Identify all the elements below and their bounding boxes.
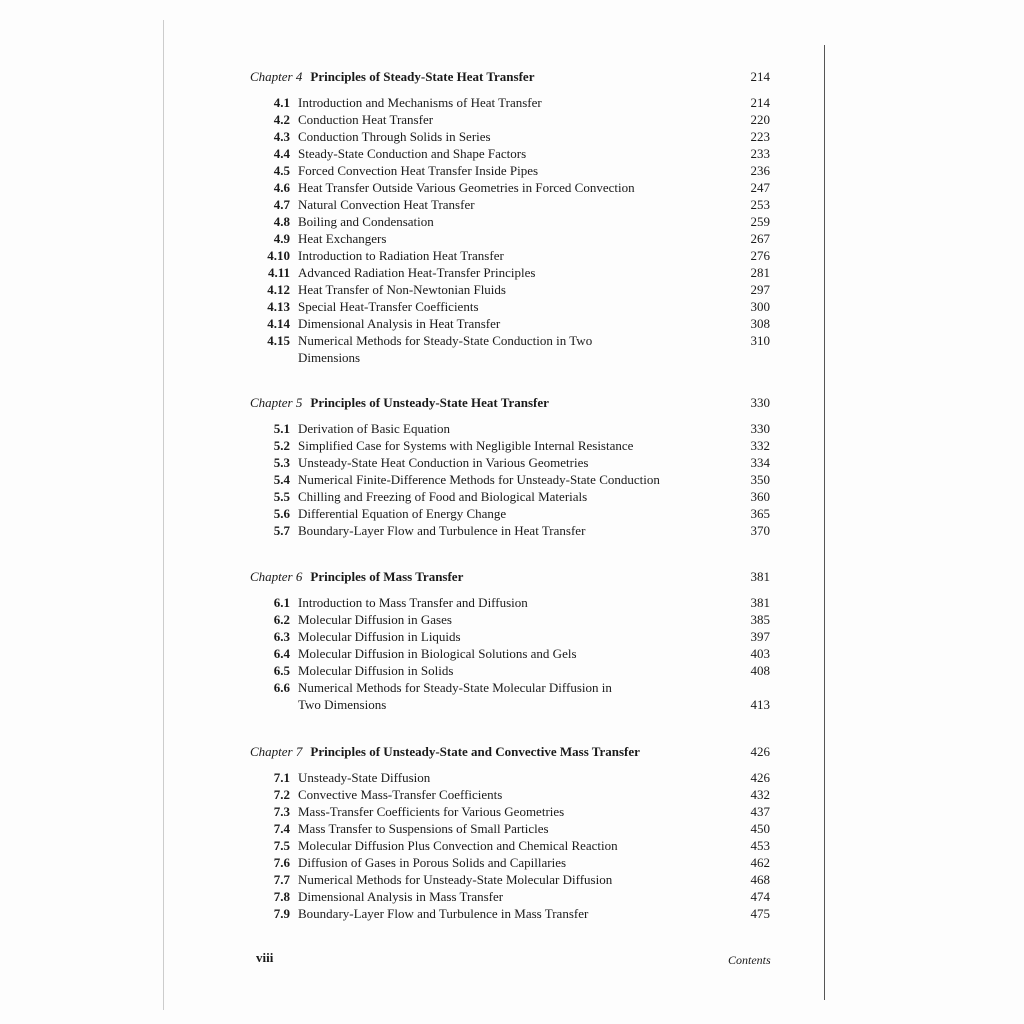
chapter-section <box>250 743 780 922</box>
section-page: 267 <box>750 231 770 246</box>
section-title: Simplified Case for Systems with Negligible Internal Resistance <box>298 438 634 453</box>
section-number: 4.6 <box>273 180 290 195</box>
section-title: Unsteady-State Diffusion <box>298 770 431 785</box>
section-page: 462 <box>750 855 770 870</box>
toc-entry <box>250 196 780 213</box>
toc-entry <box>250 522 780 539</box>
toc-entry <box>250 213 780 230</box>
toc-entry <box>250 803 780 820</box>
section-page: 223 <box>750 129 770 144</box>
toc-entry <box>250 298 780 315</box>
section-page: 468 <box>750 872 770 887</box>
toc-entry <box>250 905 780 922</box>
toc-entry <box>250 888 780 905</box>
toc-entry <box>250 128 780 145</box>
section-page: 474 <box>750 889 770 904</box>
section-page: 247 <box>750 180 770 195</box>
section-title: Forced Convection Heat Transfer Inside Pipes <box>298 163 539 178</box>
section-title: Numerical Methods for Unsteady-State Molecular Diffusion <box>298 872 613 887</box>
section-number: 6.4 <box>273 646 290 661</box>
chapter-heading <box>250 394 780 411</box>
chapter-page: 330 <box>750 395 770 410</box>
toc-entry <box>250 145 780 162</box>
toc-entry <box>250 594 780 611</box>
toc-entry <box>250 505 780 522</box>
toc-entry <box>250 94 780 111</box>
chapter-page: 426 <box>750 744 770 759</box>
section-page: 397 <box>750 629 770 644</box>
section-page: 253 <box>750 197 770 212</box>
chapter-title: Principles of Mass Transfer <box>310 569 464 584</box>
toc-entry <box>250 420 780 437</box>
section-number: 4.4 <box>273 146 290 161</box>
page-edge-right <box>824 45 825 1000</box>
toc-entry <box>250 332 780 349</box>
toc-entry <box>250 611 780 628</box>
chapter-label: Chapter 6 <box>250 569 303 584</box>
toc-entry <box>250 349 780 366</box>
section-page: 365 <box>750 506 770 521</box>
section-page: 233 <box>750 146 770 161</box>
chapter-label: Chapter 7 <box>250 744 303 759</box>
toc-entry <box>250 454 780 471</box>
section-number: 4.9 <box>273 231 290 246</box>
section-number: 5.3 <box>273 455 290 470</box>
section-page: 220 <box>750 112 770 127</box>
section-title: Mass-Transfer Coefficients for Various Geometries <box>298 804 565 819</box>
section-page: 281 <box>750 265 770 280</box>
section-page: 413 <box>750 697 770 712</box>
section-number: 4.13 <box>267 299 290 314</box>
chapter-label: Chapter 5 <box>250 395 303 410</box>
running-title: Contents <box>728 953 771 967</box>
section-title: Introduction to Radiation Heat Transfer <box>298 248 504 263</box>
section-page: 450 <box>750 821 770 836</box>
section-number: 4.15 <box>267 333 290 348</box>
section-title: Steady-State Conduction and Shape Factors <box>298 146 527 161</box>
toc-entry <box>250 111 780 128</box>
section-number: 7.3 <box>273 804 290 819</box>
section-title: Boiling and Condensation <box>298 214 434 229</box>
section-page: 334 <box>750 455 770 470</box>
section-number: 6.2 <box>273 612 290 627</box>
section-number: 7.1 <box>273 770 290 785</box>
section-title: Advanced Radiation Heat-Transfer Principles <box>298 265 536 280</box>
section-page: 236 <box>750 163 770 178</box>
chapter-section <box>250 568 780 713</box>
section-number: 4.7 <box>273 197 290 212</box>
chapter-title: Principles of Steady-State Heat Transfer <box>310 69 535 84</box>
section-page: 350 <box>750 472 770 487</box>
section-number: 7.8 <box>273 889 290 904</box>
section-number: 6.1 <box>273 595 290 610</box>
section-number: 5.6 <box>273 506 290 521</box>
section-title: Unsteady-State Heat Conduction in Various Geometries <box>298 455 589 470</box>
section-title: Dimensional Analysis in Mass Transfer <box>298 889 504 904</box>
toc-entry <box>250 264 780 281</box>
section-title: Natural Convection Heat Transfer <box>298 197 475 212</box>
toc-entry <box>250 281 780 298</box>
chapter-label: Chapter 4 <box>250 69 303 84</box>
section-page: 408 <box>750 663 770 678</box>
section-title: Special Heat-Transfer Coefficients <box>298 299 479 314</box>
section-number: 7.7 <box>273 872 290 887</box>
section-page: 437 <box>750 804 770 819</box>
toc-entry <box>250 628 780 645</box>
section-number: 4.2 <box>273 112 290 127</box>
section-page: 310 <box>750 333 770 348</box>
section-title: Mass Transfer to Suspensions of Small Particles <box>298 821 549 836</box>
section-page: 432 <box>750 787 770 802</box>
section-title: Heat Transfer of Non-Newtonian Fluids <box>298 282 506 297</box>
section-number: 4.14 <box>267 316 290 331</box>
section-title: Introduction to Mass Transfer and Diffusion <box>298 595 528 610</box>
section-page: 426 <box>750 770 770 785</box>
toc-entry <box>250 230 780 247</box>
chapter-section <box>250 68 780 366</box>
section-title: Heat Exchangers <box>298 231 387 246</box>
section-title: Numerical Finite-Difference Methods for Unsteady-State Conduction <box>298 472 660 487</box>
section-number: 7.2 <box>273 787 290 802</box>
section-title: Two Dimensions <box>298 697 387 712</box>
toc-entry <box>250 854 780 871</box>
toc-entry <box>250 871 780 888</box>
section-number: 5.2 <box>273 438 290 453</box>
chapter-title: Principles of Unsteady-State Heat Transfer <box>310 395 549 410</box>
section-number: 7.6 <box>273 855 290 870</box>
section-title: Numerical Methods for Steady-State Molecular Diffusion in <box>298 680 612 695</box>
section-page: 308 <box>750 316 770 331</box>
section-number: 4.12 <box>267 282 290 297</box>
section-page: 370 <box>750 523 770 538</box>
toc-entry <box>250 488 780 505</box>
chapter-page: 381 <box>750 569 770 584</box>
chapter-title: Principles of Unsteady-State and Convective Mass Transfer <box>310 744 640 759</box>
toc-entry <box>250 837 780 854</box>
toc-entry <box>250 179 780 196</box>
section-number: 6.6 <box>273 680 290 695</box>
chapter-heading <box>250 68 780 85</box>
toc-entry <box>250 696 780 713</box>
page-edge-left <box>163 20 164 1010</box>
section-page: 297 <box>750 282 770 297</box>
toc-entry <box>250 769 780 786</box>
section-title: Molecular Diffusion in Biological Solutions and Gels <box>298 646 577 661</box>
section-title: Molecular Diffusion in Liquids <box>298 629 461 644</box>
page-number: viii <box>256 950 274 965</box>
section-title: Derivation of Basic Equation <box>298 421 450 436</box>
chapter-page: 214 <box>750 69 770 84</box>
section-page: 360 <box>750 489 770 504</box>
section-number: 7.5 <box>273 838 290 853</box>
section-number: 5.7 <box>273 523 290 538</box>
toc-entry <box>250 471 780 488</box>
section-number: 4.8 <box>273 214 290 229</box>
section-page: 385 <box>750 612 770 627</box>
section-page: 332 <box>750 438 770 453</box>
section-title: Molecular Diffusion in Solids <box>298 663 454 678</box>
section-title: Conduction Through Solids in Series <box>298 129 491 144</box>
section-number: 7.9 <box>273 906 290 921</box>
section-page: 403 <box>750 646 770 661</box>
section-number: 4.10 <box>267 248 290 263</box>
section-title: Introduction and Mechanisms of Heat Transfer <box>298 95 542 110</box>
section-title: Numerical Methods for Steady-State Conduction in Two <box>298 333 593 348</box>
section-title: Molecular Diffusion in Gases <box>298 612 452 627</box>
section-page: 259 <box>750 214 770 229</box>
section-number: 6.3 <box>273 629 290 644</box>
section-number: 4.1 <box>273 95 290 110</box>
toc-entry <box>250 247 780 264</box>
chapter-section <box>250 394 780 539</box>
toc-entry <box>250 315 780 332</box>
toc-entry <box>250 786 780 803</box>
section-title: Molecular Diffusion Plus Convection and Chemical Reaction <box>298 838 618 853</box>
section-number: 4.3 <box>273 129 290 144</box>
toc-entry <box>250 645 780 662</box>
section-number: 6.5 <box>273 663 290 678</box>
section-title: Dimensional Analysis in Heat Transfer <box>298 316 501 331</box>
section-number: 7.4 <box>273 821 290 836</box>
section-title: Dimensions <box>298 350 361 365</box>
section-page: 453 <box>750 838 770 853</box>
section-number: 4.5 <box>273 163 290 178</box>
section-page: 214 <box>750 95 770 110</box>
section-page: 475 <box>750 906 770 921</box>
section-title: Convective Mass-Transfer Coefficients <box>298 787 503 802</box>
section-number: 5.5 <box>273 489 290 504</box>
section-title: Chilling and Freezing of Food and Biological Materials <box>298 489 588 504</box>
section-title: Boundary-Layer Flow and Turbulence in Mass Transfer <box>298 906 589 921</box>
section-page: 381 <box>750 595 770 610</box>
toc-entry <box>250 679 780 696</box>
section-page: 330 <box>750 421 770 436</box>
section-title: Conduction Heat Transfer <box>298 112 434 127</box>
chapter-heading <box>250 568 780 585</box>
section-title: Differential Equation of Energy Change <box>298 506 507 521</box>
toc-entry <box>250 820 780 837</box>
section-page: 300 <box>750 299 770 314</box>
section-page: 276 <box>750 248 770 263</box>
toc-entry <box>250 662 780 679</box>
section-number: 4.11 <box>267 265 290 280</box>
section-number: 5.4 <box>273 472 290 487</box>
section-title: Heat Transfer Outside Various Geometries in Forced Convection <box>298 180 635 195</box>
chapter-heading <box>250 743 780 760</box>
section-number: 5.1 <box>273 421 290 436</box>
toc-entry <box>250 162 780 179</box>
section-title: Diffusion of Gases in Porous Solids and Capillaries <box>298 855 567 870</box>
section-title: Boundary-Layer Flow and Turbulence in Heat Transfer <box>298 523 586 538</box>
toc-entry <box>250 437 780 454</box>
